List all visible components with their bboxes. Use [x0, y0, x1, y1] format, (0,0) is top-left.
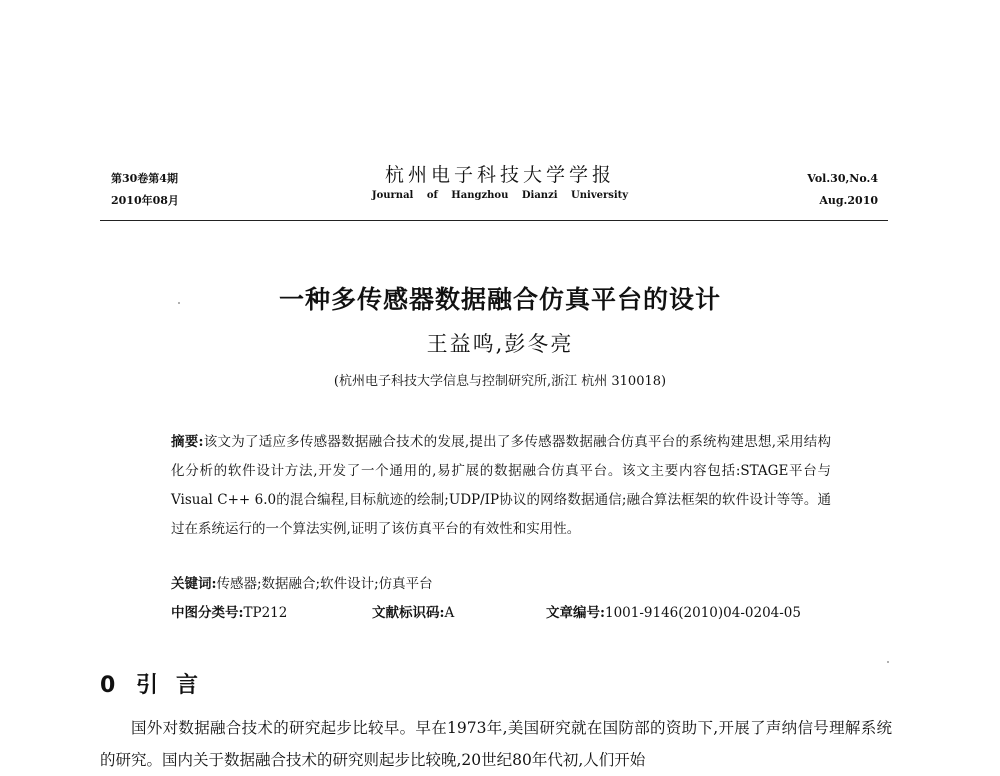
clc-label: 中图分类号: — [171, 605, 244, 621]
journal-title-en: Journal of Hangzhou Dianzi University — [371, 190, 629, 201]
scan-speck — [887, 661, 889, 663]
article-title: 一种多传感器数据融合仿真平台的设计 — [278, 285, 721, 314]
journal-title-cn: 杭州电子科技大学学报 — [384, 164, 615, 186]
keywords-label: 关键词: — [171, 576, 217, 592]
section-title: 引言 — [136, 673, 217, 698]
doc-code-value: A — [444, 605, 455, 621]
clc-number — [171, 601, 287, 621]
header-rule — [100, 220, 888, 221]
abstract-label: 摘要: — [171, 434, 204, 450]
issue-cn: 第30卷第4期 — [111, 172, 178, 185]
article-number — [546, 601, 801, 621]
article-authors: 王益鸣,彭冬亮 — [426, 332, 574, 356]
header-right — [807, 168, 878, 212]
abstract-text: 该文为了适应多传感器数据融合技术的发展,提出了多传感器数据融合仿真平台的系统构建思想,采用结构化分析的软件设计方法,开发了一个通用的,易扩展的数据融合仿真平台。该文主要内容包括:STAGE平台与Visual C++ 6.0的混合编程,目标航迹的绘制;UDP/IP协议的网络数据通信;融合算法框架的软件设计等等。通过在系统运行的一个算法实例,证明了该仿真平台的有效性和实用性。 — [171, 434, 832, 537]
article-no-label: 文章编号: — [546, 605, 605, 621]
volume-en: Vol.30,No.4 — [807, 172, 878, 185]
date-cn: 2010年08月 — [111, 194, 179, 207]
doc-code-label: 文献标识码: — [372, 605, 445, 621]
section-paragraph: 国外对数据融合技术的研究起步比较早。早在1973年,美国研究就在国防部的资助下,开展了声纳信号理解系统的研究。国内关于数据融合技术的研究则起步比较晚,20世纪80年代初,人们开始 — [100, 719, 892, 769]
article-affiliation: (杭州电子科技大学信息与控制研究所,浙江 杭州 310018) — [333, 374, 667, 389]
keywords — [171, 572, 433, 592]
section-number: 0 — [100, 673, 116, 698]
date-en: Aug.2010 — [819, 194, 878, 207]
abstract — [171, 428, 831, 544]
article-no-value: 1001-9146(2010)04-0204-05 — [604, 605, 801, 621]
section-heading — [100, 668, 216, 699]
clc-value: TP212 — [243, 605, 288, 621]
document-code — [372, 601, 454, 621]
scan-speck — [178, 302, 180, 304]
keywords-text: 传感器;数据融合;软件设计;仿真平台 — [216, 576, 433, 592]
